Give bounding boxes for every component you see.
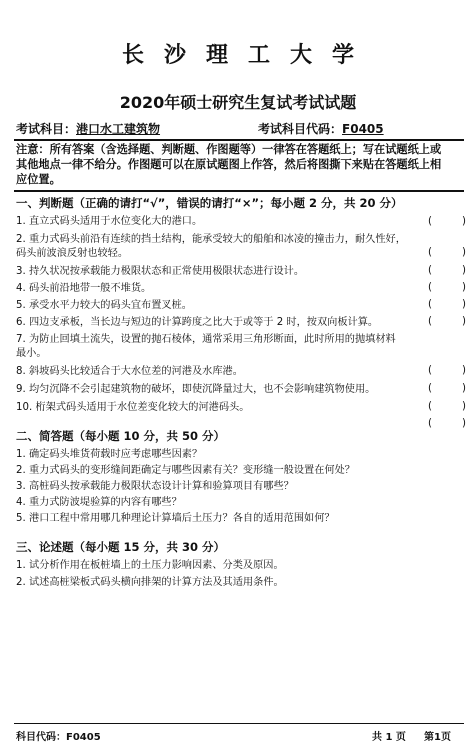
divider-notice xyxy=(14,190,464,192)
university-name: 长沙理工大学 xyxy=(121,42,374,68)
question-item: 2. 试述高桩梁板式码头横向排架的计算方法及其适用条件。 xyxy=(16,577,284,588)
answer-parentheses: ( ) xyxy=(428,418,466,429)
subject-code-value: F0405 xyxy=(342,122,384,136)
notice-line: 注意：所有答案（含选择题、判断题、作图题等）一律答在答题纸上；写在试题纸上或 xyxy=(16,143,442,156)
divider-footer xyxy=(14,723,464,724)
question-item: 码头前波浪反射也较轻。 xyxy=(16,248,129,259)
question-item: 7. 为防止回填土流失，设置的抛石棱体，通常采用三角形断面，此时所用的抛填材料 xyxy=(16,334,396,345)
answer-parentheses: ( ) xyxy=(428,216,466,227)
question-item: 9. 均匀沉降不会引起建筑物的破坏，即使沉降量过大，也不会影响建筑物使用。 xyxy=(16,384,376,395)
subject-field xyxy=(16,120,160,137)
question-item: 6. 四边支承板，当长边与短边的计算跨度之比大于或等于 2 时，按双向板计算。 xyxy=(16,317,379,328)
answer-parentheses: ( ) xyxy=(428,316,466,327)
question-item: 4. 码头前沿地带一般不堆货。 xyxy=(16,283,152,294)
answer-parentheses: ( ) xyxy=(428,282,466,293)
question-item: 1. 直立式码头适用于水位变化大的港口。 xyxy=(16,216,203,227)
subject-code-label: 考试科目代码： xyxy=(258,122,343,136)
question-item: 1. 试分析作用在板桩墙上的土压力影响因素、分类及原因。 xyxy=(16,560,284,571)
notice-block xyxy=(16,142,468,187)
answer-parentheses: ( ) xyxy=(428,265,466,276)
subject-code-field xyxy=(258,120,384,137)
question-item: 5. 承受水平力较大的码头宜布置叉桩。 xyxy=(16,300,192,311)
question-item: 最小。 xyxy=(16,348,47,359)
notice-line: 其他地点一律不给分。作图题可以在原试题图上作答，然后将图撕下来贴在答题纸上相 xyxy=(16,158,442,171)
question-item: 4. 重力式防波堤验算的内容有哪些？ xyxy=(16,497,182,508)
section3-title: 三、论述题（每小题 15 分，共 30 分） xyxy=(16,540,226,554)
answer-parentheses: ( ) xyxy=(428,299,466,310)
answer-parentheses: ( ) xyxy=(428,247,466,258)
section2-title: 二、简答题（每小题 10 分，共 50 分） xyxy=(16,429,226,443)
question-item: 8. 斜坡码头比较适合于大水位差的河港及水库港。 xyxy=(16,366,243,377)
subject-label: 考试科目： xyxy=(16,122,77,136)
question-item: 3. 持久状况按承载能力极限状态和正常使用极限状态进行设计。 xyxy=(16,266,305,277)
divider-top xyxy=(14,139,464,141)
question-item: 10. 桁架式码头适用于水位差变化较大的河港码头。 xyxy=(16,402,250,413)
exam-title: 2020年硕士研究生复试考试试题 xyxy=(119,93,357,112)
question-item: 2. 重力式码头的变形缝间距确定与哪些因素有关？变形缝一般设置在何处？ xyxy=(16,465,355,476)
subject-value: 港口水工建筑物 xyxy=(76,122,161,136)
footer-subject-code: 科目代码：F0405 xyxy=(16,732,101,743)
answer-parentheses: ( ) xyxy=(428,401,466,412)
notice-line: 应位置。 xyxy=(16,173,61,186)
answer-parentheses: ( ) xyxy=(428,365,466,376)
question-item: 1. 确定码头堆货荷载时应考虑哪些因素？ xyxy=(16,449,203,460)
question-item: 3. 高桩码头按承载能力极限状态设计计算和验算项目有哪些？ xyxy=(16,481,294,492)
answer-parentheses: ( ) xyxy=(428,383,466,394)
question-item: 2. 重力式码头前沿有连续的挡土结构，能承受较大的船舶和冰凌的撞击力，耐久性好， xyxy=(16,234,406,245)
footer-total-pages: 共 1 页 xyxy=(372,732,406,743)
section1-title: 一、判断题（正确的请打“√”，错误的请打“×”；每小题 2 分，共 20 分） xyxy=(16,196,403,210)
question-item: 5. 港口工程中常用哪几种理论计算墙后土压力？各自的适用范围如何？ xyxy=(16,513,335,524)
footer-page-number: 第1页 xyxy=(424,732,451,743)
